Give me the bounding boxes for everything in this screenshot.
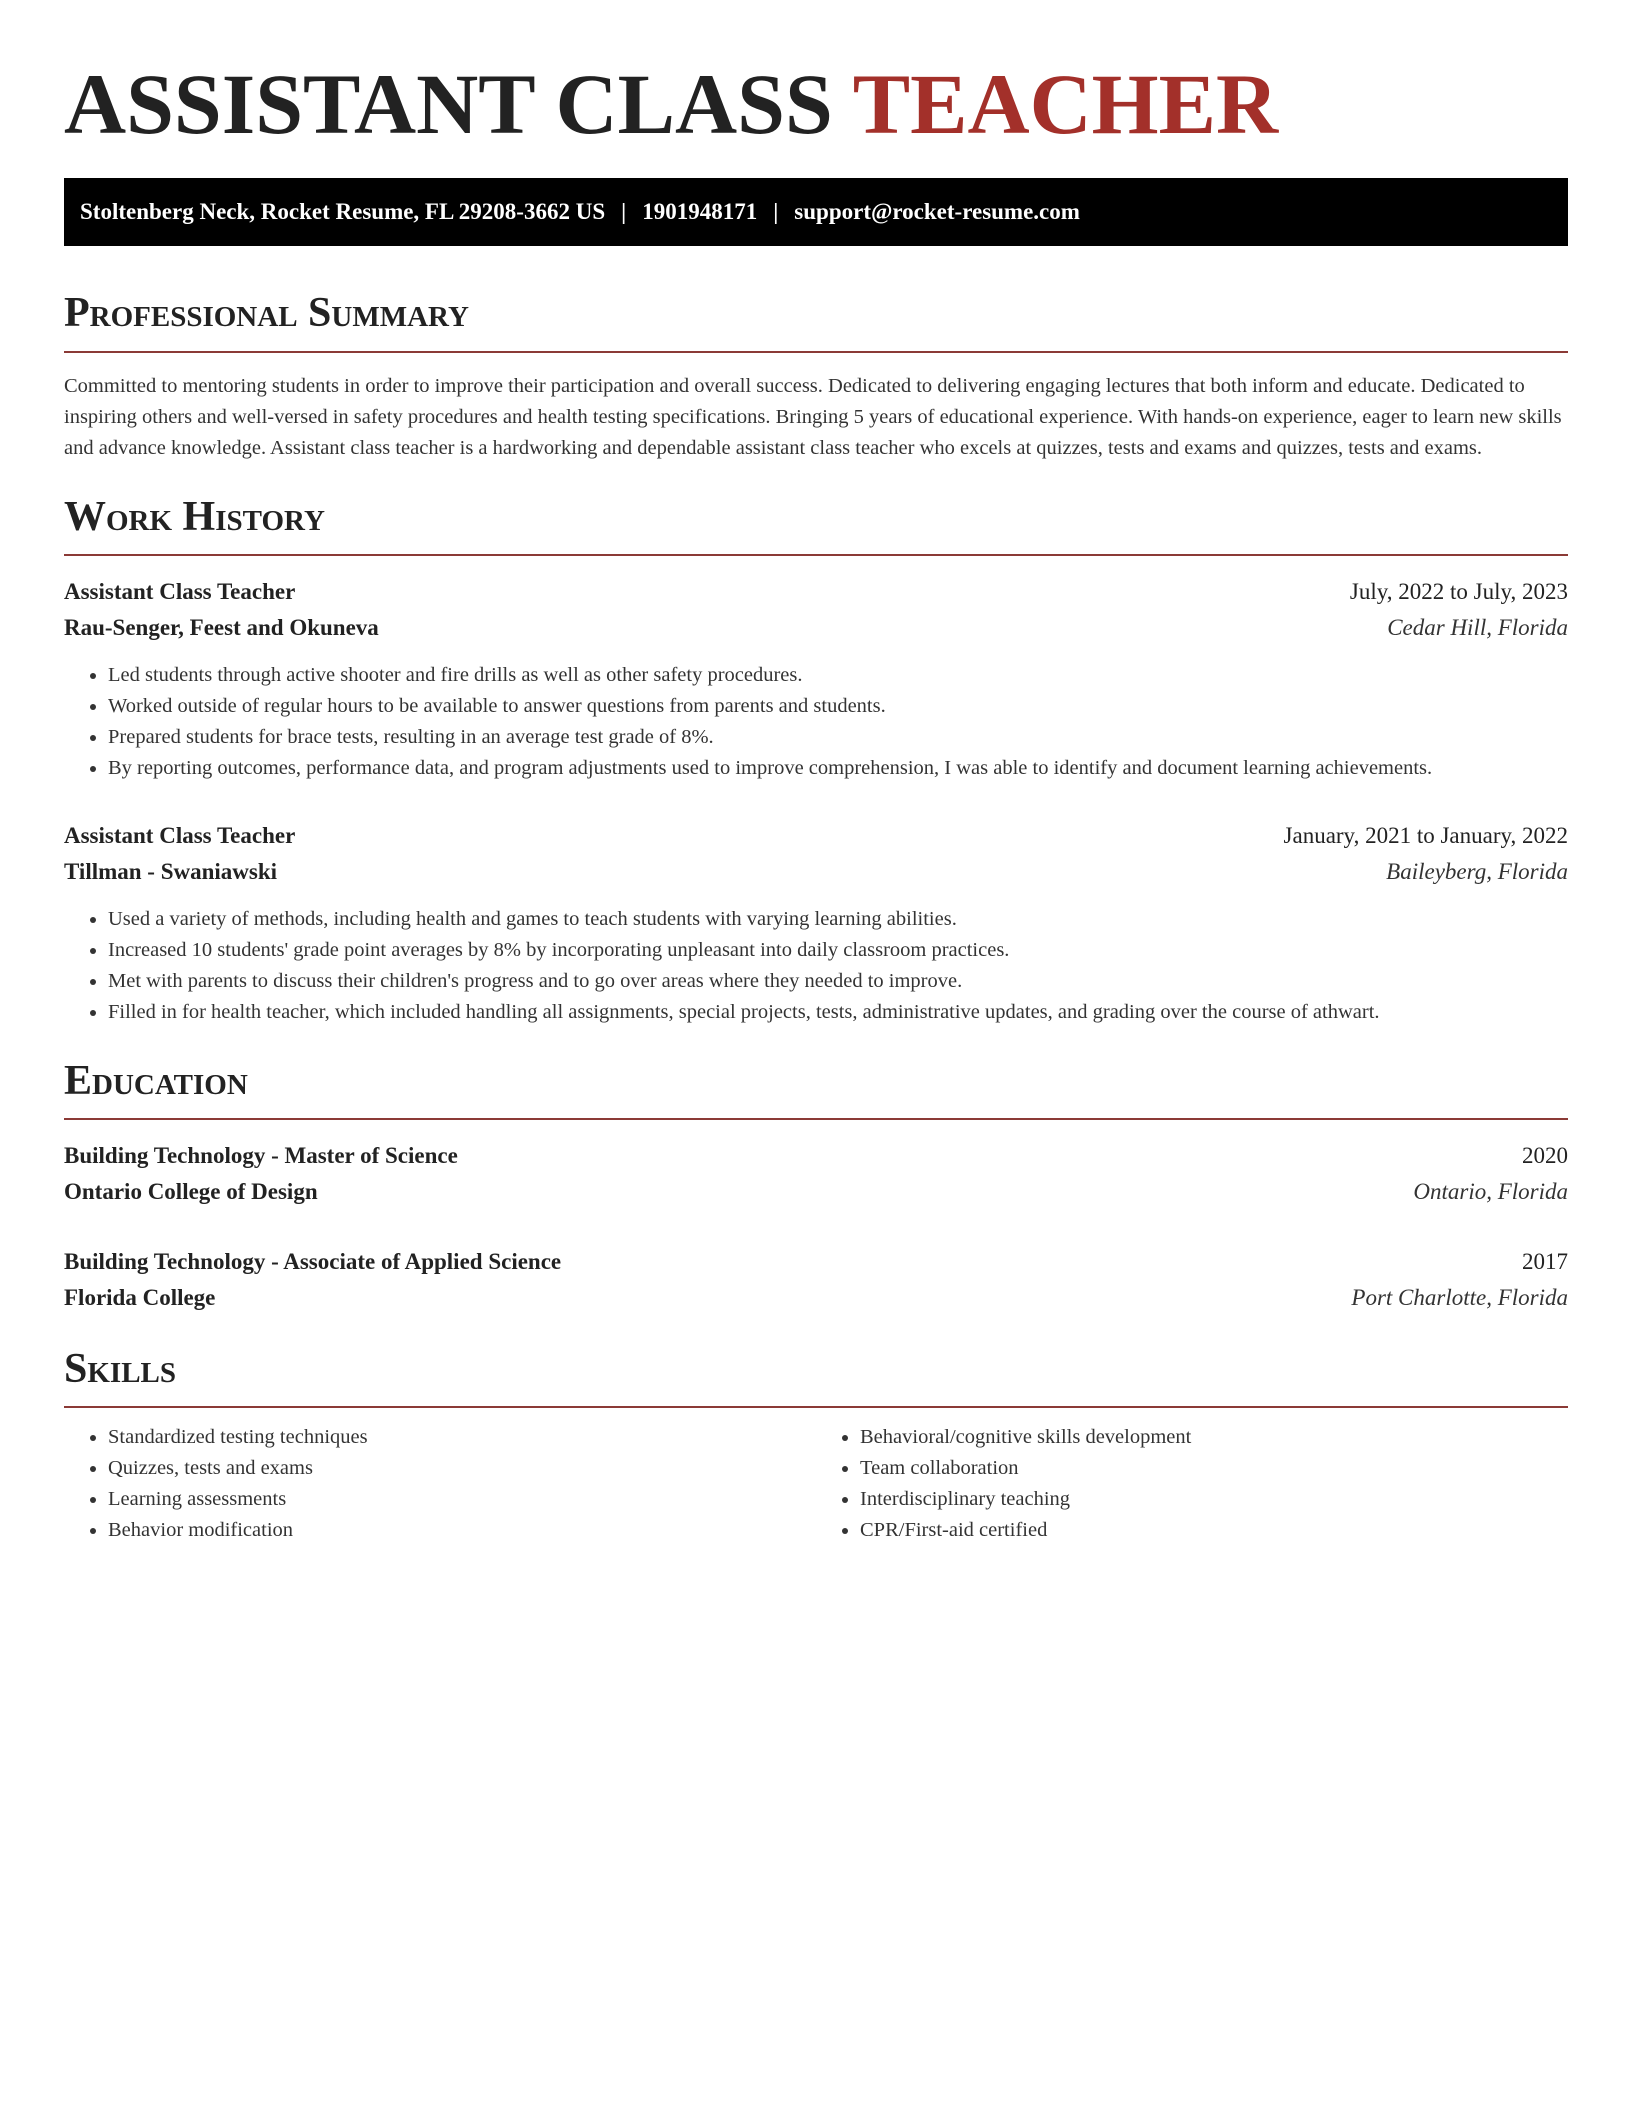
education-entry [64, 1138, 1568, 1210]
skills-section [64, 1346, 1568, 1546]
list-item: • Increased 10 students' grade point averages by 8% by incorporating unpleasant into daily classroom practices. [108, 935, 1568, 966]
job-bullets [64, 904, 1568, 1028]
job-bullets [64, 660, 1568, 784]
skill-item: • Standardized testing techniques [108, 1422, 816, 1453]
list-item: • Worked outside of regular hours to be available to answer questions from parents and students. [108, 691, 1568, 722]
section-title-work: Work History [64, 493, 325, 540]
candidate-name [64, 56, 1568, 152]
skill-item: • Quizzes, tests and exams [108, 1453, 816, 1484]
contact-email: support@rocket-resume.com [794, 199, 1080, 225]
work-history-section [64, 494, 1568, 1028]
work-entry [64, 818, 1568, 1028]
list-item: • Met with parents to discuss their children's progress and to go over areas where they needed to improve. [108, 966, 1568, 997]
skills-column-left [64, 1422, 816, 1546]
skill-item: • Interdisciplinary teaching [860, 1484, 1568, 1515]
list-item: • By reporting outcomes, performance data, and program adjustments used to improve comprehension, I was able to identify and document learning achievements. [108, 753, 1568, 784]
education-section [64, 1058, 1568, 1316]
job-location: Cedar Hill, Florida [1387, 614, 1568, 640]
contact-phone: 1901948171 [642, 199, 758, 225]
job-dates: January, 2021 to January, 2022 [1283, 822, 1568, 848]
work-entry [64, 574, 1568, 784]
work-entry-header [64, 818, 1568, 854]
skill-item: • Learning assessments [108, 1484, 816, 1515]
graduation-year: 2017 [1522, 1248, 1568, 1274]
section-divider [64, 1406, 1568, 1408]
degree-title: Building Technology - Associate of Applied Science [64, 1248, 562, 1274]
section-divider [64, 351, 1568, 353]
contact-bar [64, 178, 1568, 246]
graduation-year: 2020 [1522, 1142, 1568, 1168]
contact-separator: | [621, 199, 627, 225]
job-title: Assistant Class Teacher [64, 822, 296, 848]
school-name: Florida College [64, 1284, 216, 1310]
job-company: Rau-Senger, Feest and Okuneva [64, 614, 379, 640]
skills-grid [64, 1422, 1568, 1546]
summary-text: Committed to mentoring students in order to improve their participation and overall success. Dedicated to delivering engaging lectures that both inform and educate. Dedicated to inspiring others and well-versed in safety procedures and health testing specifications. Bringing 5 years of educational experience. With hands-on experience, eager to learn new skills and advance knowledge. Assistant class teacher is a hardworking and dependable assistant class teacher who excels at quizzes, tests and exams and quizzes, tests and exams. [64, 374, 1562, 459]
section-divider [64, 554, 1568, 556]
section-title-education: Education [64, 1057, 248, 1104]
school-name: Ontario College of Design [64, 1178, 318, 1204]
list-item: • Filled in for health teacher, which included handling all assignments, special projects, tests, administrative updates, and grading over the course of athwart. [108, 997, 1568, 1028]
name-first: ASSISTANT CLASS [64, 56, 833, 152]
job-company: Tillman - Swaniawski [64, 858, 278, 884]
job-title: Assistant Class Teacher [64, 578, 296, 604]
section-title-skills: Skills [64, 1345, 177, 1392]
skill-item: • Team collaboration [860, 1453, 1568, 1484]
job-location: Baileyberg, Florida [1386, 858, 1568, 884]
education-entry-subheader [64, 1174, 1568, 1210]
education-entry-header [64, 1138, 1568, 1174]
skill-item: • CPR/First-aid certified [860, 1515, 1568, 1546]
list-item: • Led students through active shooter and fire drills as well as other safety procedures. [108, 660, 1568, 691]
section-title-summary: Professional Summary [64, 290, 469, 337]
school-location: Port Charlotte, Florida [1351, 1284, 1568, 1310]
work-entry-header [64, 574, 1568, 610]
education-entry-header [64, 1244, 1568, 1280]
contact-address: Stoltenberg Neck, Rocket Resume, FL 29208-3662 US [80, 199, 606, 225]
job-dates: July, 2022 to July, 2023 [1349, 578, 1568, 604]
list-item: • Used a variety of methods, including health and games to teach students with varying learning abilities. [108, 904, 1568, 935]
list-item: • Prepared students for brace tests, resulting in an average test grade of 8%. [108, 722, 1568, 753]
education-entry-subheader [64, 1280, 1568, 1316]
work-entry-subheader [64, 854, 1568, 890]
skill-item: • Behavioral/cognitive skills development [860, 1422, 1568, 1453]
name-last: TEACHER [852, 56, 1279, 152]
school-location: Ontario, Florida [1413, 1178, 1568, 1204]
skill-item: • Behavior modification [108, 1515, 816, 1546]
work-entry-subheader [64, 610, 1568, 646]
professional-summary-section [64, 290, 1568, 463]
degree-title: Building Technology - Master of Science [64, 1142, 458, 1168]
skills-column-right [816, 1422, 1568, 1546]
education-entry [64, 1244, 1568, 1316]
section-divider [64, 1118, 1568, 1120]
contact-separator: | [773, 199, 779, 225]
